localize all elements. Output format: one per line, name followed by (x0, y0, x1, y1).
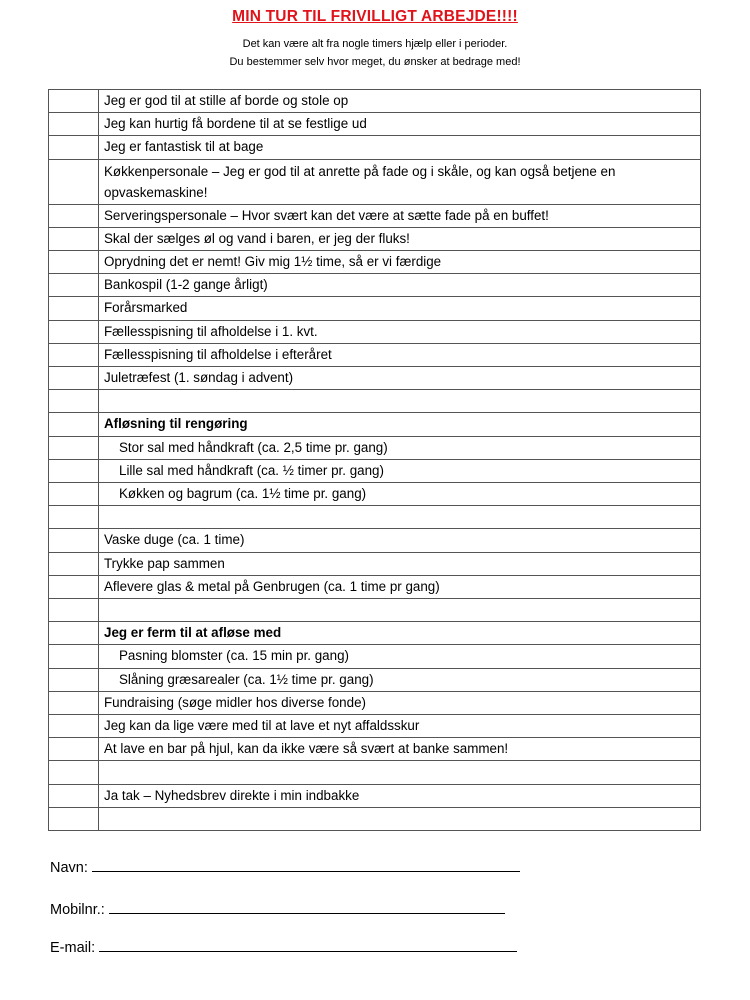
table-row (49, 599, 701, 622)
intro-line-2: Du bestemmer selv hvor meget, du ønsker at bedrage med! (229, 56, 521, 68)
checkbox-cell[interactable] (49, 90, 99, 113)
task-label: Trykke pap sammen (99, 552, 701, 575)
table-row (49, 529, 701, 552)
checkbox-cell[interactable] (49, 367, 99, 390)
table-row (49, 204, 701, 227)
table-row (49, 320, 701, 343)
checkbox-cell[interactable] (49, 297, 99, 320)
task-label: Slåning græsarealer (ca. 1½ time pr. gang) (99, 668, 701, 691)
table-row (49, 575, 701, 598)
table-row (49, 436, 701, 459)
task-label: Køkken og bagrum (ca. 1½ time pr. gang) (99, 483, 701, 506)
task-label: Fundraising (søge midler hos diverse fonde) (99, 691, 701, 714)
task-label (99, 599, 701, 622)
name-input-line[interactable] (92, 857, 520, 872)
email-field (50, 937, 517, 956)
task-label: At lave en bar på hjul, kan da ikke være så svært at banke sammen! (99, 738, 701, 761)
checkbox-cell[interactable] (49, 738, 99, 761)
table-row (49, 227, 701, 250)
table-row (49, 390, 701, 413)
task-label: Jeg kan hurtig få bordene til at se festlige ud (99, 113, 701, 136)
task-label (99, 506, 701, 529)
task-label: Forårsmarked (99, 297, 701, 320)
name-field (50, 857, 520, 876)
task-label (99, 390, 701, 413)
mobile-label: Mobilnr.: (50, 902, 105, 918)
task-label: Jeg kan da lige være med til at lave et nyt affaldsskur (99, 715, 701, 738)
checkbox-cell[interactable] (49, 645, 99, 668)
table-row (49, 807, 701, 830)
task-label: Oprydning det er nemt! Giv mig 1½ time, så er vi færdige (99, 251, 701, 274)
table-row (49, 691, 701, 714)
checkbox-cell[interactable] (49, 436, 99, 459)
table-row (49, 274, 701, 297)
task-label: Fællesspisning til afholdelse i efteråret (99, 343, 701, 366)
task-label: Lille sal med håndkraft (ca. ½ timer pr. gang) (99, 459, 701, 482)
task-label: Stor sal med håndkraft (ca. 2,5 time pr. gang) (99, 436, 701, 459)
task-label: Fællesspisning til afholdelse i 1. kvt. (99, 320, 701, 343)
table-row (49, 159, 701, 204)
checkbox-cell[interactable] (49, 691, 99, 714)
task-label: Jeg er fantastisk til at bage (99, 136, 701, 159)
task-label (99, 761, 701, 784)
task-label: Serveringspersonale – Hvor svært kan det være at sætte fade på en buffet! (99, 204, 701, 227)
checkbox-cell (49, 599, 99, 622)
table-row (49, 136, 701, 159)
task-label: Pasning blomster (ca. 15 min pr. gang) (99, 645, 701, 668)
checkbox-cell[interactable] (49, 113, 99, 136)
checkbox-cell[interactable] (49, 274, 99, 297)
task-label: Aflevere glas & metal på Genbrugen (ca. 1 time pr gang) (99, 575, 701, 598)
table-row (49, 622, 701, 645)
table-row (49, 297, 701, 320)
checkbox-cell[interactable] (49, 529, 99, 552)
table-row (49, 413, 701, 436)
mobile-input-line[interactable] (109, 899, 505, 914)
table-row (49, 343, 701, 366)
table-row (49, 552, 701, 575)
checkbox-cell[interactable] (49, 159, 99, 204)
table-row (49, 715, 701, 738)
checkbox-cell[interactable] (49, 320, 99, 343)
task-label: Bankospil (1-2 gange årligt) (99, 274, 701, 297)
task-label: Juletræfest (1. søndag i advent) (99, 367, 701, 390)
table-row (49, 251, 701, 274)
mobile-field (50, 899, 505, 918)
checkbox-cell[interactable] (49, 668, 99, 691)
checkbox-cell[interactable] (49, 227, 99, 250)
task-label (99, 807, 701, 830)
table-row (49, 738, 701, 761)
task-label: Jeg er god til at stille af borde og stole op (99, 90, 701, 113)
checkbox-cell[interactable] (49, 622, 99, 645)
checkbox-cell[interactable] (49, 413, 99, 436)
checkbox-cell[interactable] (49, 552, 99, 575)
email-input-line[interactable] (99, 937, 517, 952)
checkbox-cell (49, 807, 99, 830)
checkbox-cell[interactable] (49, 204, 99, 227)
checkbox-cell (49, 761, 99, 784)
page-title: MIN TUR TIL FRIVILLIGT ARBEJDE!!!! (232, 8, 518, 25)
table-row (49, 784, 701, 807)
section-heading: Afløsning til rengøring (99, 413, 701, 436)
table-row (49, 761, 701, 784)
table-row (49, 483, 701, 506)
table-row (49, 459, 701, 482)
intro-line-1: Det kan være alt fra nogle timers hjælp eller i perioder. (242, 38, 508, 50)
volunteer-table (48, 89, 701, 831)
table-row (49, 506, 701, 529)
checkbox-cell[interactable] (49, 459, 99, 482)
table-row (49, 668, 701, 691)
checkbox-cell (49, 390, 99, 413)
checkbox-cell[interactable] (49, 784, 99, 807)
checkbox-cell[interactable] (49, 715, 99, 738)
task-label: Skal der sælges øl og vand i baren, er jeg der fluks! (99, 227, 701, 250)
checkbox-cell[interactable] (49, 343, 99, 366)
table-row (49, 645, 701, 668)
name-label: Navn: (50, 860, 88, 876)
table-row (49, 113, 701, 136)
checkbox-cell[interactable] (49, 136, 99, 159)
task-label: Vaske duge (ca. 1 time) (99, 529, 701, 552)
table-row (49, 90, 701, 113)
email-label: E-mail: (50, 940, 96, 956)
table-row (49, 367, 701, 390)
checkbox-cell[interactable] (49, 483, 99, 506)
checkbox-cell[interactable] (49, 251, 99, 274)
task-label: Køkkenpersonale – Jeg er god til at anrette på fade og i skåle, og kan også betjene en opvaskemaskine! (99, 159, 701, 204)
section-heading: Jeg er ferm til at afløse med (99, 622, 701, 645)
task-label: Ja tak – Nyhedsbrev direkte i min indbakke (99, 784, 701, 807)
checkbox-cell (49, 506, 99, 529)
checkbox-cell[interactable] (49, 575, 99, 598)
